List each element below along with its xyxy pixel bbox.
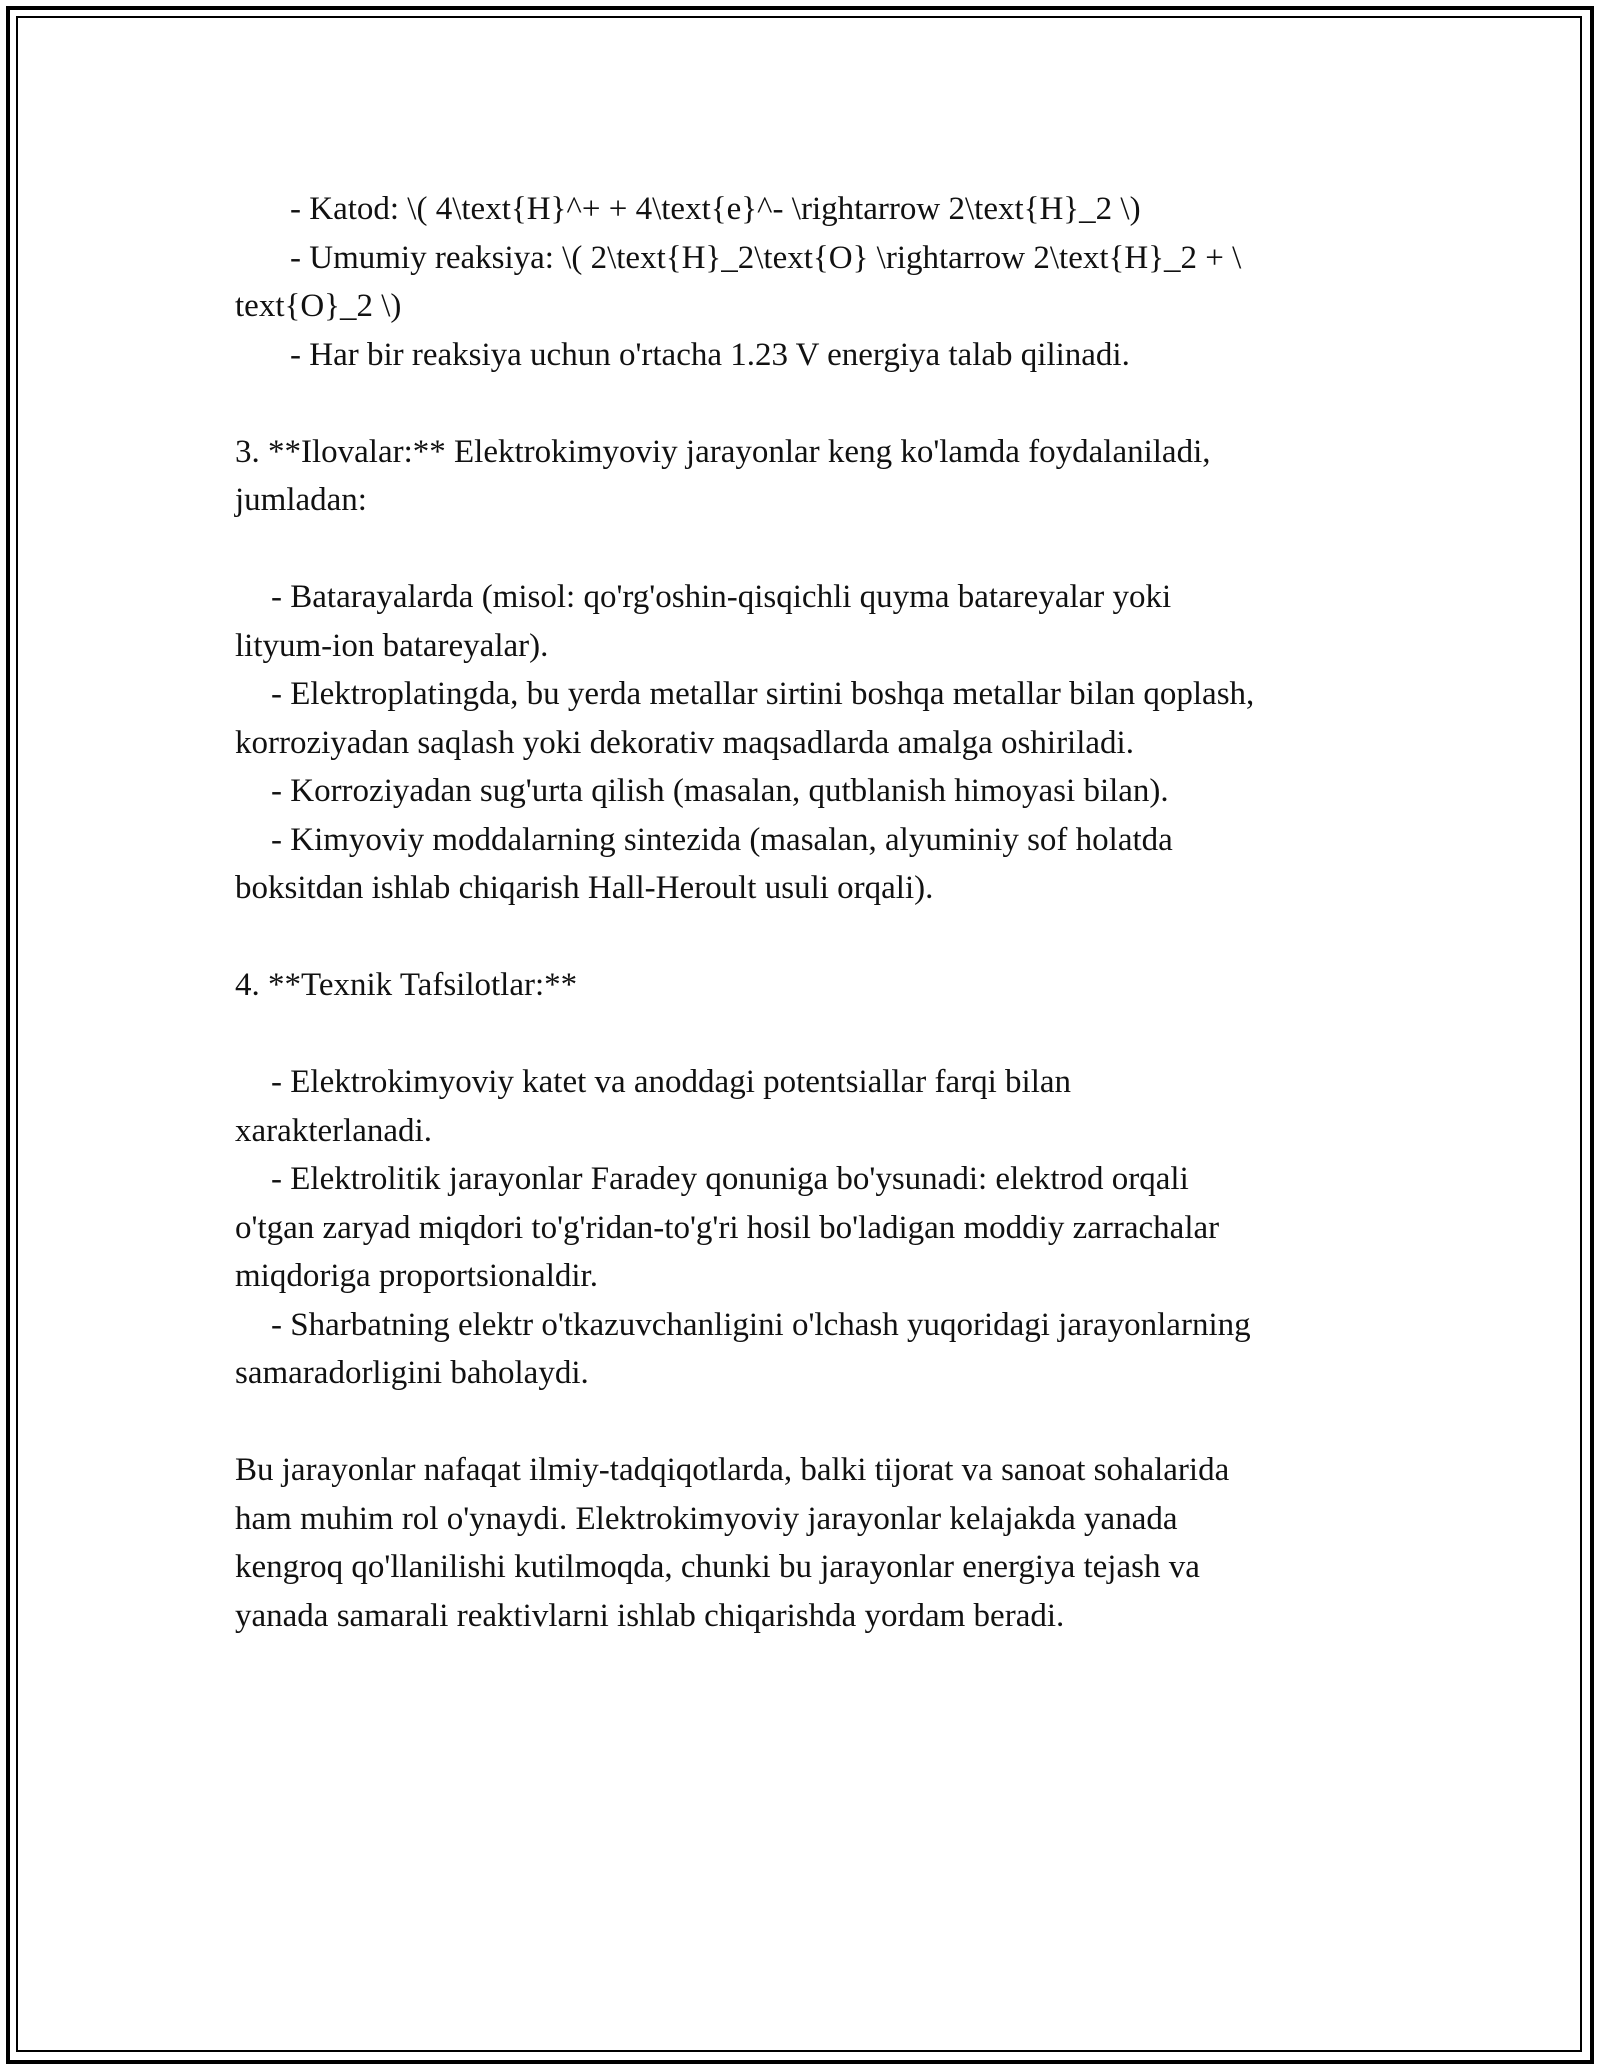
list-item	[235, 767, 1370, 816]
list-item-line: boksitdan ishlab chiqarish Hall-Heroult usuli orqali).	[235, 870, 934, 906]
list-item-line: - Elektroplatingda, bu yerda metallar sirtini boshqa metallar bilan qoplash,	[271, 676, 1255, 712]
heading-line: 3. **Ilovalar:** Elektrokimyoviy jarayonlar keng ko'lamda foydalaniladi,	[235, 433, 1211, 470]
equation-list	[235, 185, 1370, 379]
paragraph-gap	[235, 379, 1370, 428]
list-item-line: lityum-ion batareyalar).	[235, 627, 549, 664]
list-item-line: miqdoriga proportsionaldir.	[235, 1258, 598, 1294]
paragraph-gap	[235, 913, 1370, 962]
paragraph-gap	[235, 1010, 1370, 1059]
section-4-list	[235, 1058, 1370, 1398]
section-3-list	[235, 573, 1370, 913]
list-item	[235, 816, 1370, 913]
list-item-line: - Elektrokimyoviy katet va anoddagi potentsiallar farqi bilan	[271, 1064, 1072, 1100]
paragraph-line: yanada samarali reaktivlarni ishlab chiqarishda yordam beradi.	[235, 1597, 1065, 1634]
equation-line: text{O}_2 \)	[235, 288, 402, 324]
list-item-line: - Korroziyadan sug'urta qilish (masalan, qutblanish himoyasi bilan).	[271, 773, 1169, 809]
list-item-line: o'tgan zaryad miqdori to'g'ridan-to'g'ri hosil bo'ladigan moddiy zarrachalar	[235, 1209, 1220, 1246]
document-body	[235, 185, 1370, 1640]
paragraph-line: Bu jarayonlar nafaqat ilmiy-tadqiqotlarda, balki tijorat va sanoat sohalarida	[235, 1452, 1230, 1488]
equation-line: - Katod: \( 4\text{H}^+ + 4\text{e}^- \rightarrow 2\text{H}_2 \)	[290, 191, 1141, 227]
list-item-line: korroziyadan saqlash yoki dekorativ maqsadlarda amalga oshiriladi.	[235, 724, 1134, 761]
paragraph-line: kengroq qo'llanilishi kutilmoqda, chunki bu jarayonlar energiya tejash va	[235, 1549, 1200, 1585]
list-item-line: - Batarayalarda (misol: qo'rg'oshin-qisqichli quyma batareyalar yoki	[271, 579, 1172, 615]
equation-line: - Umumiy reaksiya: \( 2\text{H}_2\text{O} \rightarrow 2\text{H}_2 + \	[290, 239, 1242, 276]
list-item-line: samaradorligini baholaydi.	[235, 1355, 589, 1391]
list-item	[235, 1301, 1370, 1398]
list-item	[235, 1155, 1370, 1301]
list-item-line: - Sharbatning elektr o'tkazuvchanligini o'lchash yuqoridagi jarayonlarning	[271, 1306, 1251, 1343]
list-item-line: - Elektrolitik jarayonlar Faradey qonuniga bo'ysunadi: elektrod orqali	[271, 1161, 1189, 1197]
list-item-line: - Kimyoviy moddalarning sintezida (masalan, alyuminiy sof holatda	[271, 821, 1173, 858]
list-item	[235, 1058, 1370, 1155]
section-4-heading: 4. **Texnik Tafsilotlar:**	[235, 967, 578, 1003]
paragraph-gap	[235, 1398, 1370, 1447]
section-3-heading	[235, 428, 1370, 525]
heading-line: jumladan:	[235, 482, 367, 518]
equation-item	[235, 331, 1370, 380]
equation-item	[235, 185, 1370, 234]
equation-line: - Har bir reaksiya uchun o'rtacha 1.23 V energiya talab qilinadi.	[290, 336, 1130, 373]
paragraph-gap	[235, 525, 1370, 574]
list-item	[235, 573, 1370, 670]
list-item-line: xarakterlanadi.	[235, 1112, 432, 1149]
conclusion-paragraph	[235, 1446, 1370, 1640]
list-item	[235, 670, 1370, 767]
paragraph-line: ham muhim rol o'ynaydi. Elektrokimyoviy jarayonlar kelajakda yanada	[235, 1500, 1178, 1537]
equation-item	[235, 234, 1370, 331]
